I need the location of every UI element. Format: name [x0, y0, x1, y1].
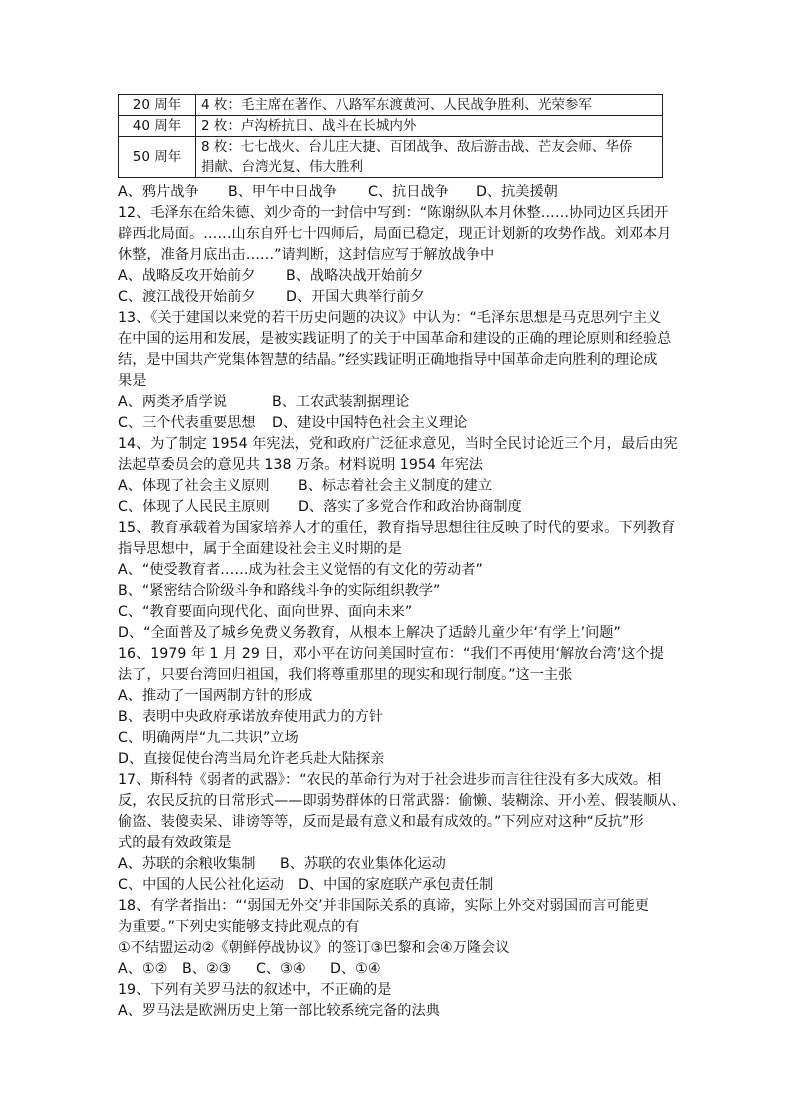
table-row [119, 95, 663, 116]
table-cell-desc [196, 137, 663, 178]
table-cell-desc: 4 枚：毛主席在著作、八路军东渡黄河、人民战争胜利、光荣参军 [196, 95, 663, 116]
table-row [119, 116, 663, 137]
q18-stem-line: ①不结盟运动②《朝鲜停战协议》的签订③巴黎和会④万隆会议 [118, 940, 510, 956]
table-cell-desc: 2 枚：卢沟桥抗日、战斗在长城内外 [196, 116, 663, 137]
table-row [119, 137, 663, 178]
q12-option-d[interactable]: D、开国大典举行前夕 [286, 289, 425, 305]
q15-stem-line: 指导思想中，属于全面建设社会主义时期的是 [118, 541, 402, 557]
q14-option-d[interactable]: D、落实了多党合作和政治协商制度 [298, 499, 522, 515]
q15-option-a[interactable]: A、“使受教育者……成为社会主义觉悟的有文化的劳动者” [118, 562, 483, 578]
q13-option-d[interactable]: D、建设中国特色社会主义理论 [272, 415, 468, 431]
q18-option-b[interactable]: B、②③ [182, 961, 232, 977]
q12-option-c[interactable]: C、渡江战役开始前夕 [118, 289, 256, 305]
table-cell-line: 8 枚：七七战火、台儿庄大捷、百团战争、敌后游击战、芒友会师、华侨 [201, 139, 633, 155]
q16-option-c[interactable]: C、明确两岸“九二共识”立场 [118, 730, 299, 746]
q13-option-a[interactable]: A、两类矛盾学说 [118, 394, 228, 410]
q17-option-d[interactable]: D、中国的家庭联产承包责任制 [298, 877, 494, 893]
q14-option-a[interactable]: A、体现了社会主义原则 [118, 478, 270, 494]
q18-options [118, 959, 678, 980]
q18-stem-line: 为重要。”下列史实能够支持此观点的有 [118, 919, 360, 935]
table-cell-year: 50 周年 [119, 137, 196, 178]
q17-stem-line: 17、斯科特《弱者的武器》：“农民的革命行为对于社会进步而言往往没有多大成效。相 [118, 772, 662, 788]
q14-option-c[interactable]: C、体现了人民民主原则 [118, 499, 270, 515]
q17-options-row [118, 875, 678, 896]
q18-option-c[interactable]: C、③④ [256, 961, 306, 977]
q16-option-d[interactable]: D、直接促使台湾当局允许老兵赴大陆探亲 [118, 751, 385, 767]
q12-stem-line: 辟西北局面。……山东自歼七十四师后，局面已稳定，现正计划新的攻势作战。刘邓本月 [118, 226, 672, 242]
q15-option-c[interactable]: C、“教育要面向现代化、面向世界、面向未来” [118, 604, 413, 620]
q13-stem-line: 果是 [118, 373, 147, 389]
q17-option-b[interactable]: B、苏联的农业集体化运动 [280, 856, 446, 872]
q18-option-a[interactable]: A、①② [118, 961, 168, 977]
q16-option-b[interactable]: B、表明中央政府承诺放弃使用武力的方针 [118, 709, 384, 725]
q12-stem-line: 休整，准备月底出击……”请判断，这封信应写于解放战争中 [118, 247, 495, 263]
q11-option-b[interactable]: B、甲午中日战争 [228, 184, 338, 200]
q14-option-b[interactable]: B、标志着社会主义制度的建立 [298, 478, 493, 494]
q12-option-a[interactable]: A、战略反攻开始前夕 [118, 268, 256, 284]
q15-stem-line: 15、教育承载着为国家培养人才的重任，教育指导思想往往反映了时代的要求。下列教育 [118, 520, 676, 536]
q17-options-row [118, 854, 678, 875]
q11-options [118, 182, 678, 203]
table-cell-year: 40 周年 [119, 116, 196, 137]
table-cell-line: 捐献、台湾光复、伟大胜利 [201, 159, 363, 175]
q14-options-row [118, 497, 678, 518]
q16-stem-line: 法了，只要台湾回归祖国，我们将尊重那里的现实和现行制度。”这一主张 [118, 667, 573, 683]
q11-option-c[interactable]: C、抗日战争 [368, 184, 449, 200]
q12-stem-line: 12、毛泽东在给朱德、刘少奇的一封信中写到：“陈谢纵队本月休整……协同边区兵团开 [118, 205, 669, 221]
q13-option-b[interactable]: B、工农武装割据理论 [272, 394, 410, 410]
q11-option-d[interactable]: D、抗美援朝 [476, 184, 558, 200]
q11-option-a[interactable]: A、鸦片战争 [118, 184, 199, 200]
q16-option-a[interactable]: A、推动了一国两制方针的形成 [118, 688, 313, 704]
q17-stem-line: 反，农民反抗的日常形式——即弱势群体的日常武器：偷懒、装糊涂、开小差、假装顺从、 [118, 793, 686, 809]
q12-option-b[interactable]: B、战略决战开始前夕 [286, 268, 424, 284]
q18-stem-line: 18、有学者指出：“‘弱国无外交’并非国际关系的真谛，实际上外交对弱国而言可能更 [118, 898, 649, 914]
stamp-table [118, 94, 663, 178]
q14-options-row [118, 476, 678, 497]
q17-stem-line: 偷盗、装傻卖呆、诽谤等等，反而是最有意义和最有成效的。”下列应对这种“反抗”形 [118, 814, 644, 830]
q16-stem-line: 16、1979 年 1 月 29 日，邓小平在访问美国时宣布：“我们不再使用‘解放台湾’这个提 [118, 646, 664, 662]
q15-option-d[interactable]: D、“全面普及了城乡免费义务教育，从根本上解决了适龄儿童少年‘有学上’问题” [118, 625, 621, 641]
q19-option-a[interactable]: A、罗马法是欧洲历史上第一部比较系统完备的法典 [118, 1003, 440, 1019]
q15-option-b[interactable]: B、“紧密结合阶级斗争和路线斗争的实际组织教学” [118, 583, 441, 599]
q13-stem-line: 13、《关于建国以来党的若干历史问题的决议》中认为：“毛泽东思想是马克思列宁主义 [118, 310, 662, 326]
q13-stem-line: 结，是中国共产党集体智慧的结晶。”经实践证明正确地指导中国革命走向胜利的理论成 [118, 352, 658, 368]
q17-stem-line: 式的最有效政策是 [118, 835, 232, 851]
q17-option-c[interactable]: C、中国的人民公社化运动 [118, 877, 284, 893]
q17-option-a[interactable]: A、苏联的余粮收集制 [118, 856, 256, 872]
q13-option-c[interactable]: C、三个代表重要思想 [118, 415, 256, 431]
q13-stem-line: 在中国的运用和发展，是被实践证明了的关于中国革命和建设的正确的理论原则和经验总 [118, 331, 672, 347]
q14-stem-line: 14、为了制定 1954 年宪法，党和政府广泛征求意见，当时全民讨论近三个月，最后由宪 [118, 436, 678, 452]
q14-stem-line: 法起草委员会的意见共 138 万条。材料说明 1954 年宪法 [118, 457, 483, 473]
q13-options-row [118, 392, 678, 413]
table-cell-year: 20 周年 [119, 95, 196, 116]
q13-options-row [118, 413, 678, 434]
q12-options-row [118, 266, 678, 287]
q12-options-row [118, 287, 678, 308]
q19-stem-line: 19、下列有关罗马法的叙述中，不正确的是 [118, 982, 392, 998]
q18-option-d[interactable]: D、①④ [330, 961, 381, 977]
